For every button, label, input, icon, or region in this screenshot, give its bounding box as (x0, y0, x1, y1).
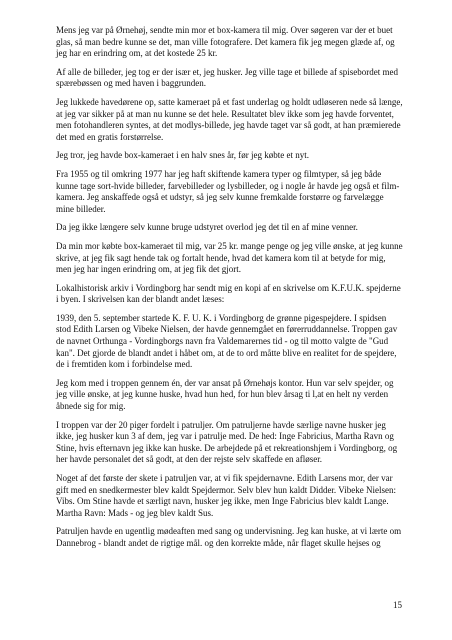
paragraph: Jeg kom med i troppen gennem én, der var ansat på Ørnehøjs kontor. Hun var selv spejder, og jeg ville ønske, at jeg kunne huske, hvad hun hed, for hun blev årsag ti l,at en helt ny verden åbnede sig for mig. (56, 377, 394, 412)
paragraph: Da min mor købte box-kameraet til mig, var 25 kr. mange penge og jeg ville ønske, at jeg kunne skrive, at jeg fik sagt hende tak og fortalt hende, hvad det kamera kom til at betyde for mig, men jeg har ingen erindring om, at jeg fik det gjort. (56, 240, 403, 275)
paragraph: Lokalhistorisk arkiv i Vordingborg har sendt mig en kopi af en skrivelse om K.F.U.K. spejderne i byen. I skrivelsen kan der blandt andet læses: (56, 282, 401, 305)
paragraph: Noget af det første der skete i patruljen var, at vi fik spejdernavne. Edith Larsens mor, der var gift med en snedkermester blev kaldt Spejdermor. Selv blev hun kaldt Didder. Vibeke Nielsen: Vibs. Om Stine havde et særligt navn, husker jeg ikke, men Inge Fabricius blev kaldt Lange. Martha Ravn: Mads - og jeg blev kaldt Sus. (56, 473, 396, 518)
page-body-text (56, 25, 403, 557)
paragraph: Patruljen havde en ugentlig mødeaften med sang og undervisning. Jeg kan huske, at vi lærte om Dannebrog - blandt andet de rigtige mål. og den korrekte måde, når flaget skulle hejses og (56, 526, 402, 548)
paragraph: I troppen var der 20 piger fordelt i patruljer. Om patruljerne havde særlige navne husker jeg ikke, jeg husker kun 3 af dem, jeg var i patrulje med. De hed: Inge Fabricius, Martha Ravn og Stine, hvis efternavn jeg ikke kan huske. De arbejdede på et rekreationshjem i Vordingborg, og her havde personalet det så godt, at den der rejste selv skaffede en afløser. (56, 419, 398, 465)
page-number: 15 (393, 600, 402, 610)
paragraph: Fra 1955 og til omkring 1977 har jeg haft skiftende kamera typer og filmtyper, så jeg både kunne tage sort-hvide billeder, farvebilleder og lysbilleder, og i nogle år havde jeg også et film-kamera. Jeg anskaffede også et udstyr, så jeg selv kunne fremkalde forstørre og farvelægge mine billeder. (56, 168, 400, 214)
paragraph: Jeg tror, jeg havde box-kameraet i en halv snes år, før jeg købte et nyt. (56, 150, 309, 161)
paragraph: Jeg lukkede havedørene op, satte kameraet på et fast underlag og holdt udløseren nede så længe, at jeg var sikker på at man nu kunne se det hele. Resultatet blev ikke som jeg havde forventet, men fotohandleren syntes, at det modlys-billede, jeg havde taget var så godt, at han præmierede det med en gratis forstørrelse. (56, 96, 403, 142)
paragraph: Mens jeg var på Ørnehøj, sendte min mor et box-kamera til mig. Over søgeren var der et buet glas, så man bedre kunne se det, man ville fotografere. Det kamera fik jeg megen glæde af, og jeg har en erindring om, at det kostede 25 kr. (56, 25, 395, 59)
paragraph: Af alle de billeder, jeg tog er der især et, jeg husker. Jeg ville tage et billede af spisebordet med spærebøssen og med haven i baggrunden. (56, 66, 399, 89)
paragraph: Da jeg ikke længere selv kunne bruge udstyret overlod jeg det til en af mine venner. (56, 222, 358, 233)
paragraph: 1939, den 5. september startede K. F. U. K. i Vordingborg de grønne pigespejdere. I spidsen stod Edith Larsen og Vibeke Nielsen, der havde gennemgået en førerruddannelse. Troppen gav de navnet Orthunga - Vordingborgs navn fra Valdemarernes tid - og til motto valgte de "Gud kan". Det gjorde de blandt andet i håbet om, at de to ord måtte blive en realitet for de spejdere, de i fremtiden kom i forbindelse med. (56, 312, 398, 370)
